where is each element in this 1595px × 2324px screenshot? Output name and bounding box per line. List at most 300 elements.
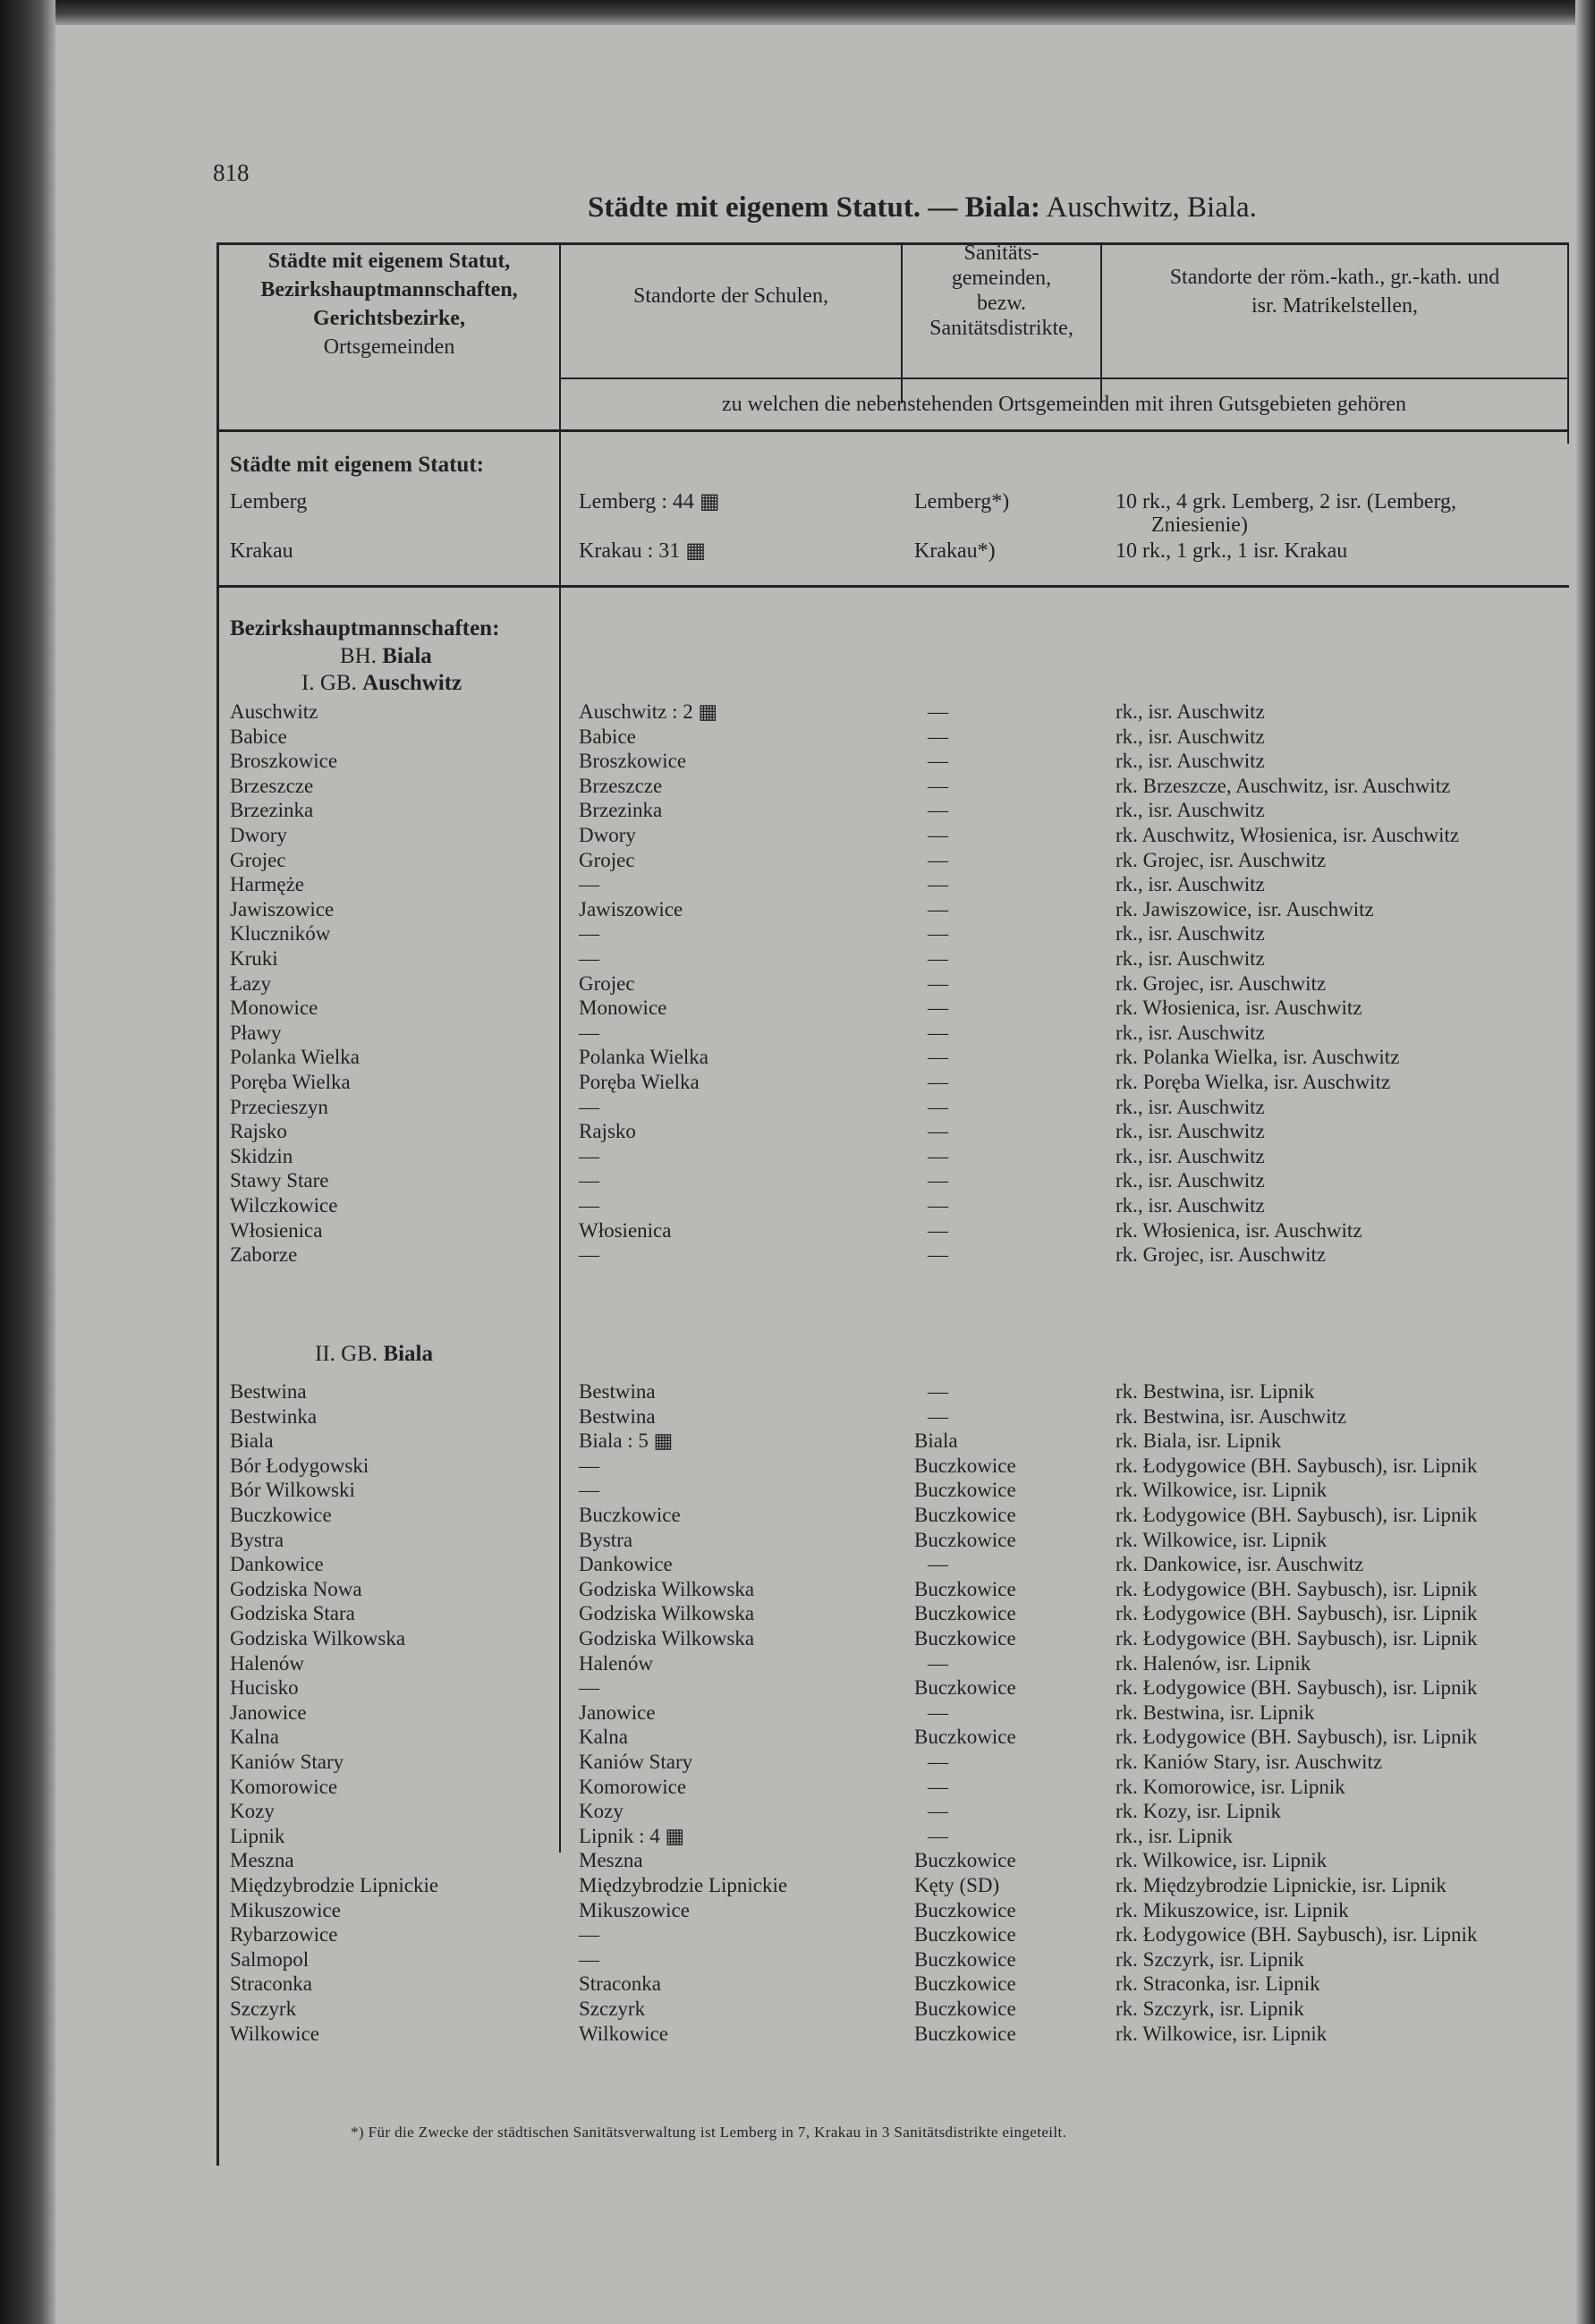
- header-col3-line1: Sanitäts-: [963, 242, 1039, 265]
- ortsgemeinde-cell: Hucisko: [230, 1676, 299, 1699]
- ortsgemeinde-cell: Kaniów Stary: [230, 1751, 344, 1773]
- matrikel-cell: rk. Dankowice, isr. Auschwitz: [1116, 1553, 1364, 1575]
- ortsgemeinde-cell: Kruki: [230, 947, 278, 970]
- ortsgemeinde-cell: Pławy: [230, 1022, 282, 1044]
- matrikel-cell: rk. Kaniów Stary, isr. Auschwitz: [1116, 1751, 1383, 1773]
- matrikel-cell: rk. Łodygowice (BH. Saybusch), isr. Lipnik: [1116, 1726, 1478, 1748]
- schule-cell: —: [579, 947, 599, 970]
- matrikel-cell: rk., isr. Lipnik: [1116, 1825, 1233, 1847]
- matrikel-cell: rk. Polanka Wielka, isr. Auschwitz: [1116, 1046, 1400, 1068]
- table-row: [230, 1651, 1563, 1676]
- schule-cell: Jawiszowice: [579, 898, 683, 920]
- page-title-bold: Städte mit eigenem Statut. — Biala:: [588, 191, 1040, 224]
- ortsgemeinde-cell: Stawy Stare: [230, 1169, 329, 1192]
- ortsgemeinde-cell: Kalna: [230, 1726, 279, 1748]
- schule-cell: Włosienica: [579, 1219, 672, 1242]
- matrikel-cell: rk. Wilkowice, isr. Lipnik: [1116, 2023, 1328, 2045]
- ortsgemeinde-cell: Lipnik: [230, 1825, 285, 1847]
- sanitaet-cell: —: [928, 898, 948, 920]
- ortsgemeinde-cell: Brzeszcze: [230, 775, 314, 797]
- ortsgemeinde-cell: Bór Łodygowski: [230, 1455, 369, 1477]
- schule-cell: Rajsko: [579, 1120, 636, 1142]
- table-row: [230, 1429, 1563, 1454]
- scan-binding-edge: [0, 0, 55, 2324]
- sanitaet-cell: Buczkowice: [914, 1578, 1016, 1600]
- gb1-heading: [301, 671, 462, 696]
- schule-cell: Międzybrodzie Lipnickie: [579, 1874, 788, 1896]
- matrikel-cell: rk., isr. Auschwitz: [1116, 947, 1265, 970]
- sanitaet-cell: Buczkowice: [914, 1948, 1016, 1971]
- schule-cell: Bystra: [579, 1529, 633, 1551]
- sanitaet-cell: Buczkowice: [914, 1997, 1016, 2020]
- sanitaet-cell: —: [928, 1701, 948, 1724]
- schule-cell: Auschwitz : 2 ▦: [579, 700, 718, 723]
- krakau-matrikel: 10 rk., 1 grk., 1 isr. Krakau: [1116, 539, 1348, 563]
- schule-cell: Straconka: [579, 1972, 661, 1995]
- schule-cell: Kaniów Stary: [579, 1751, 693, 1773]
- sanitaet-cell: Buczkowice: [914, 1676, 1016, 1699]
- sanitaet-cell: Buczkowice: [914, 1455, 1016, 1477]
- ortsgemeinde-cell: Straconka: [230, 1972, 312, 1995]
- table-row: [230, 848, 1563, 873]
- ortsgemeinde-cell: Międzybrodzie Lipnickie: [230, 1874, 439, 1896]
- table-row: [230, 1799, 1563, 1824]
- ortsgemeinde-cell: Komorowice: [230, 1776, 338, 1798]
- ortsgemeinde-cell: Salmopol: [230, 1948, 310, 1971]
- bh-name: Biala: [382, 644, 432, 668]
- table-row: [230, 1168, 1563, 1193]
- sanitaet-cell: Buczkowice: [914, 1923, 1016, 1946]
- header-col1-line3: Gerichtsbezirke,: [313, 307, 465, 330]
- matrikel-cell: rk. Wilkowice, isr. Lipnik: [1116, 1479, 1328, 1501]
- bezirk-heading: Bezirkshauptmannschaften:: [230, 616, 500, 640]
- table-row: [230, 1824, 1563, 1849]
- schule-cell: —: [579, 1948, 599, 1971]
- table-row: [230, 1095, 1563, 1120]
- sanitaet-cell: —: [928, 1800, 948, 1822]
- ortsgemeinde-cell: Wilkowice: [230, 2023, 319, 2045]
- matrikel-cell: rk. Brzeszcze, Auschwitz, isr. Auschwitz: [1116, 775, 1451, 797]
- table-left-rule: [216, 242, 219, 2166]
- matrikel-cell: rk. Łodygowice (BH. Saybusch), isr. Lipnik: [1116, 1676, 1478, 1699]
- table-row: [230, 921, 1563, 946]
- ortsgemeinde-cell: Meszna: [230, 1849, 294, 1871]
- sanitaet-cell: —: [928, 824, 948, 846]
- sanitaet-cell: —: [928, 1145, 948, 1167]
- ortsgemeinde-cell: Harmęże: [230, 873, 304, 895]
- table-top-rule: [216, 242, 1569, 245]
- scan-right-edge: [1575, 0, 1595, 2324]
- header-col1-line2: Bezirkshauptmannschaften,: [260, 278, 518, 301]
- header-col3-line4: Sanitätsdistrikte,: [929, 317, 1073, 340]
- matrikel-cell: rk. Łodygowice (BH. Saybusch), isr. Lipnik: [1116, 1923, 1478, 1946]
- table-row: [230, 1478, 1563, 1503]
- table-right-rule: [1567, 242, 1569, 444]
- matrikel-cell: rk. Bestwina, isr. Lipnik: [1116, 1380, 1315, 1403]
- page-title: [588, 191, 1257, 225]
- schule-cell: —: [579, 1479, 599, 1501]
- ortsgemeinde-cell: Szczyrk: [230, 1997, 297, 2020]
- sanitaet-cell: —: [928, 775, 948, 797]
- header-col1-line1: Städte mit eigenem Statut,: [267, 250, 511, 273]
- sanitaet-cell: —: [928, 799, 948, 821]
- schule-cell: Poręba Wielka: [579, 1071, 700, 1093]
- matrikel-cell: rk. Grojec, isr. Auschwitz: [1116, 1243, 1327, 1266]
- matrikel-cell: rk. Bestwina, isr. Auschwitz: [1116, 1405, 1347, 1428]
- header-bottom-rule: [216, 429, 1569, 432]
- lemberg-matrikel: 10 rk., 4 grk. Lemberg, 2 isr. (Lemberg,: [1116, 490, 1457, 513]
- header-col4: [1102, 263, 1567, 320]
- sanitaet-cell: —: [928, 1380, 948, 1403]
- ortsgemeinde-cell: Jawiszowice: [230, 898, 335, 920]
- ortsgemeinde-cell: Bór Wilkowski: [230, 1479, 355, 1501]
- sanitaet-cell: Buczkowice: [914, 1602, 1016, 1624]
- schule-cell: Grojec: [579, 849, 635, 871]
- table-row: [230, 1243, 1563, 1268]
- table-row: [230, 946, 1563, 971]
- ortsgemeinde-cell: Broszkowice: [230, 750, 338, 772]
- ortsgemeinde-cell: Buczkowice: [230, 1504, 332, 1526]
- krakau-sanitary: Krakau*): [914, 539, 996, 563]
- ortsgemeinde-cell: Kozy: [230, 1800, 275, 1822]
- matrikel-cell: rk., isr. Auschwitz: [1116, 922, 1265, 945]
- schule-cell: Mikuszowice: [579, 1899, 690, 1921]
- sanitaet-cell: Buczkowice: [914, 1972, 1016, 1995]
- statut-bottom-rule: [216, 585, 1569, 588]
- table-row: [230, 971, 1563, 997]
- matrikel-cell: rk. Szczyrk, isr. Lipnik: [1116, 1948, 1304, 1971]
- table-row: [230, 1070, 1563, 1095]
- schule-cell: —: [579, 1923, 599, 1946]
- ortsgemeinde-cell: Mikuszowice: [230, 1899, 341, 1921]
- schule-cell: Babice: [579, 725, 636, 748]
- matrikel-cell: rk. Międzybrodzie Lipnickie, isr. Lipnik: [1116, 1874, 1447, 1896]
- sanitaet-cell: Buczkowice: [914, 1726, 1016, 1748]
- matrikel-cell: rk. Wilkowice, isr. Lipnik: [1116, 1849, 1328, 1871]
- sanitaet-cell: —: [928, 1046, 948, 1068]
- table-row: [230, 1021, 1563, 1046]
- sanitaet-cell: Buczkowice: [914, 1899, 1016, 1921]
- schule-cell: Janowice: [579, 1701, 656, 1724]
- table-row: [230, 996, 1563, 1021]
- matrikel-cell: rk. Halenów, isr. Lipnik: [1116, 1652, 1311, 1675]
- table-row: [230, 1144, 1563, 1169]
- matrikel-cell: rk. Łodygowice (BH. Saybusch), isr. Lipnik: [1116, 1578, 1478, 1600]
- table-row: [230, 1898, 1563, 1923]
- ortsgemeinde-cell: Skidzin: [230, 1145, 293, 1167]
- matrikel-cell: rk., isr. Auschwitz: [1116, 700, 1265, 723]
- schule-cell: —: [579, 1096, 599, 1118]
- matrikel-cell: rk. Szczyrk, isr. Lipnik: [1116, 1997, 1304, 2020]
- sanitaet-cell: Buczkowice: [914, 1529, 1016, 1551]
- table-row: [230, 1701, 1563, 1726]
- schule-cell: Halenów: [579, 1652, 654, 1675]
- schule-cell: Dankowice: [579, 1553, 673, 1575]
- schule-cell: Lipnik : 4 ▦: [579, 1825, 685, 1847]
- sanitaet-cell: Buczkowice: [914, 1479, 1016, 1501]
- sanitaet-cell: Buczkowice: [914, 1627, 1016, 1650]
- schule-cell: —: [579, 873, 599, 895]
- table-row: [230, 1528, 1563, 1553]
- table-row: [230, 1552, 1563, 1577]
- table-row: [230, 1626, 1563, 1651]
- matrikel-cell: rk. Wilkowice, isr. Lipnik: [1116, 1529, 1328, 1551]
- schule-cell: Godziska Wilkowska: [579, 1578, 755, 1600]
- schule-cell: Meszna: [579, 1849, 643, 1871]
- gb1-prefix: I. GB.: [301, 671, 357, 695]
- ortsgemeinde-cell: Monowice: [230, 997, 318, 1019]
- ortsgemeinde-cell: Wilczkowice: [230, 1194, 338, 1217]
- table-row: [230, 1775, 1563, 1800]
- matrikel-cell: rk. Biala, isr. Lipnik: [1116, 1429, 1282, 1452]
- sanitaet-cell: —: [928, 1405, 948, 1428]
- table-row: [230, 1379, 1563, 1404]
- table-row: [230, 1750, 1563, 1775]
- schule-cell: —: [579, 1022, 599, 1044]
- schule-cell: Komorowice: [579, 1776, 687, 1798]
- ortsgemeinde-cell: Babice: [230, 725, 287, 748]
- statut-heading: Städte mit eigenem Statut:: [230, 453, 484, 477]
- sanitaet-cell: —: [928, 947, 948, 970]
- gb1-name: Auschwitz: [362, 671, 462, 695]
- sanitaet-cell: —: [928, 1243, 948, 1266]
- ortsgemeinde-cell: Kluczników: [230, 922, 331, 945]
- table-row: [230, 1577, 1563, 1602]
- schule-cell: —: [579, 1194, 599, 1217]
- sanitaet-cell: —: [928, 1776, 948, 1798]
- matrikel-cell: rk. Straconka, isr. Lipnik: [1116, 1972, 1320, 1995]
- scan-top-edge: [0, 0, 1595, 25]
- sanitaet-cell: Biala: [914, 1429, 958, 1452]
- matrikel-cell: rk. Łodygowice (BH. Saybusch), isr. Lipnik: [1116, 1504, 1478, 1526]
- schule-cell: —: [579, 922, 599, 945]
- ortsgemeinde-cell: Bystra: [230, 1529, 284, 1551]
- matrikel-cell: rk., isr. Auschwitz: [1116, 1194, 1265, 1217]
- matrikel-cell: rk., isr. Auschwitz: [1116, 1169, 1265, 1192]
- table-row: [230, 798, 1563, 823]
- ortsgemeinde-cell: Rybarzowice: [230, 1923, 338, 1946]
- ortsgemeinde-cell: Godziska Stara: [230, 1602, 355, 1624]
- krakau-name: Krakau: [230, 539, 293, 563]
- table-row: [230, 749, 1563, 774]
- sanitaet-cell: —: [928, 1553, 948, 1575]
- table-row: [230, 1922, 1563, 1947]
- sanitaet-cell: Kęty (SD): [914, 1874, 1000, 1896]
- matrikel-cell: rk., isr. Auschwitz: [1116, 750, 1265, 772]
- header-subrow-rule: [559, 377, 1569, 379]
- page-number: 818: [213, 159, 250, 186]
- sanitaet-cell: —: [928, 1219, 948, 1242]
- schule-cell: —: [579, 1455, 599, 1477]
- schule-cell: Monowice: [579, 997, 667, 1019]
- schule-cell: Brzeszcze: [579, 775, 663, 797]
- table-row: [230, 1503, 1563, 1528]
- matrikel-cell: rk., isr. Auschwitz: [1116, 725, 1265, 748]
- ortsgemeinde-cell: Dankowice: [230, 1553, 324, 1575]
- header-col3: [903, 241, 1100, 341]
- ortsgemeinde-cell: Godziska Nowa: [230, 1578, 362, 1600]
- sanitaet-cell: —: [928, 997, 948, 1019]
- footnote: *) Für die Zwecke der städtischen Sanitätsverwaltung ist Lemberg in 7, Krakau in 3 Sanitätsdistrikte eingeteilt.: [351, 2124, 1067, 2141]
- ortsgemeinde-cell: Przecieszyn: [230, 1096, 328, 1118]
- matrikel-cell: rk. Komorowice, isr. Lipnik: [1116, 1776, 1345, 1798]
- ortsgemeinde-cell: Halenów: [230, 1652, 305, 1675]
- header-col1-line4: Ortsgemeinden: [323, 335, 455, 359]
- table-row: [230, 1675, 1563, 1701]
- sanitaet-cell: —: [928, 725, 948, 748]
- table-row: [230, 1218, 1563, 1243]
- sanitaet-cell: Buczkowice: [914, 1504, 1016, 1526]
- sanitaet-cell: —: [928, 1825, 948, 1847]
- matrikel-cell: rk., isr. Auschwitz: [1116, 873, 1265, 895]
- schule-cell: Buczkowice: [579, 1504, 681, 1526]
- ortsgemeinde-cell: Zaborze: [230, 1243, 298, 1266]
- matrikel-cell: rk., isr. Auschwitz: [1116, 1145, 1265, 1167]
- gb2-heading: [315, 1342, 433, 1367]
- sanitaet-cell: —: [928, 750, 948, 772]
- ortsgemeinde-cell: Brzezinka: [230, 799, 314, 821]
- ortsgemeinde-cell: Dwory: [230, 824, 287, 846]
- matrikel-cell: rk. Łodygowice (BH. Saybusch), isr. Lipnik: [1116, 1455, 1478, 1477]
- sanitaet-cell: —: [928, 1194, 948, 1217]
- schule-cell: Bestwina: [579, 1405, 656, 1428]
- lemberg-sanitary: Lemberg*): [914, 490, 1010, 513]
- table-row: [230, 1404, 1563, 1429]
- matrikel-cell: rk. Kozy, isr. Lipnik: [1116, 1800, 1282, 1822]
- header-col4-line1: Standorte der röm.-kath., gr.-kath. und: [1169, 266, 1500, 289]
- table-row: [230, 1873, 1563, 1898]
- table-row: [230, 872, 1563, 897]
- table-row: [230, 1972, 1563, 1997]
- schule-cell: Szczyrk: [579, 1997, 646, 2020]
- lemberg-name: Lemberg: [230, 490, 308, 513]
- sanitaet-cell: —: [928, 1096, 948, 1118]
- sanitaet-cell: —: [928, 1022, 948, 1044]
- table-row: [230, 1997, 1563, 2022]
- matrikel-cell: rk. Łodygowice (BH. Saybusch), isr. Lipnik: [1116, 1627, 1478, 1650]
- table-row: [230, 823, 1563, 848]
- ortsgemeinde-cell: Grojec: [230, 849, 286, 871]
- sanitaet-cell: —: [928, 1169, 948, 1192]
- header-col4-line2: isr. Matrikelstellen,: [1251, 294, 1418, 318]
- ortsgemeinde-cell: Bestwinka: [230, 1405, 318, 1428]
- matrikel-cell: rk., isr. Auschwitz: [1116, 1096, 1265, 1118]
- matrikel-cell: rk. Grojec, isr. Auschwitz: [1116, 972, 1327, 995]
- schule-cell: Broszkowice: [579, 750, 687, 772]
- table-row: [230, 1725, 1563, 1750]
- header-col2: Standorte der Schulen,: [633, 284, 828, 308]
- schule-cell: Biala : 5 ▦: [579, 1429, 674, 1452]
- sanitaet-cell: Buczkowice: [914, 1849, 1016, 1871]
- sanitaet-cell: —: [928, 1120, 948, 1142]
- sanitaet-cell: —: [928, 1751, 948, 1773]
- header-subrow: zu welchen die nebenstehenden Ortsgemeinden mit ihren Gutsgebieten gehören: [721, 393, 1407, 416]
- header-col1: [219, 247, 559, 361]
- ortsgemeinde-cell: Auschwitz: [230, 700, 318, 723]
- schule-cell: Kozy: [579, 1800, 624, 1822]
- matrikel-cell: rk. Grojec, isr. Auschwitz: [1116, 849, 1327, 871]
- ortsgemeinde-cell: Biala: [230, 1429, 274, 1452]
- table-row: [230, 725, 1563, 750]
- gb2-name: Biala: [383, 1342, 433, 1366]
- sanitaet-cell: —: [928, 849, 948, 871]
- sanitaet-cell: —: [928, 700, 948, 723]
- table-row: [230, 897, 1563, 922]
- lemberg-schools: Lemberg : 44 ▦: [579, 490, 720, 513]
- schule-cell: Grojec: [579, 972, 635, 995]
- schule-cell: —: [579, 1243, 599, 1266]
- ortsgemeinde-cell: Godziska Wilkowska: [230, 1627, 406, 1650]
- table-row: [230, 1119, 1563, 1144]
- table-row: [230, 1848, 1563, 1873]
- schule-cell: Brzezinka: [579, 799, 663, 821]
- matrikel-cell: rk. Mikuszowice, isr. Lipnik: [1116, 1899, 1349, 1921]
- schule-cell: Kalna: [579, 1726, 628, 1748]
- ortsgemeinde-cell: Janowice: [230, 1701, 307, 1724]
- bh-heading: [340, 644, 432, 669]
- schule-cell: Godziska Wilkowska: [579, 1627, 755, 1650]
- sanitaet-cell: —: [928, 922, 948, 945]
- schule-cell: Dwory: [579, 824, 636, 846]
- schule-cell: Godziska Wilkowska: [579, 1602, 755, 1624]
- ortsgemeinde-cell: Łazy: [230, 972, 271, 995]
- schule-cell: —: [579, 1676, 599, 1699]
- matrikel-cell: rk., isr. Auschwitz: [1116, 1022, 1265, 1044]
- header-col3-line3: bezw.: [976, 292, 1027, 315]
- matrikel-cell: rk., isr. Auschwitz: [1116, 1120, 1265, 1142]
- matrikel-cell: rk. Włosienica, isr. Auschwitz: [1116, 1219, 1362, 1242]
- schule-cell: Bestwina: [579, 1380, 656, 1403]
- table-row: [230, 2022, 1563, 2047]
- matrikel-cell: rk. Włosienica, isr. Auschwitz: [1116, 997, 1362, 1019]
- gb2-prefix: II. GB.: [315, 1342, 378, 1366]
- schule-cell: Polanka Wielka: [579, 1046, 708, 1068]
- schule-cell: Wilkowice: [579, 2023, 668, 2045]
- page-title-rest: Auschwitz, Biala.: [1039, 191, 1257, 224]
- ortsgemeinde-cell: Włosienica: [230, 1219, 323, 1242]
- sanitaet-cell: —: [928, 972, 948, 995]
- table-row: [230, 700, 1563, 725]
- header-col3-line2: gemeinden,: [951, 267, 1052, 290]
- matrikel-cell: rk. Auschwitz, Włosienica, isr. Auschwitz: [1116, 824, 1460, 846]
- ortsgemeinde-cell: Rajsko: [230, 1120, 287, 1142]
- bh-prefix: BH.: [340, 644, 377, 668]
- krakau-schools: Krakau : 31 ▦: [579, 539, 706, 563]
- matrikel-cell: rk. Jawiszowice, isr. Auschwitz: [1116, 898, 1374, 920]
- sanitaet-cell: —: [928, 1071, 948, 1093]
- table-row: [230, 1454, 1563, 1479]
- sanitaet-cell: —: [928, 873, 948, 895]
- schule-cell: —: [579, 1145, 599, 1167]
- table-row: [230, 1193, 1563, 1218]
- matrikel-cell: rk., isr. Auschwitz: [1116, 799, 1265, 821]
- matrikel-cell: rk. Poręba Wielka, isr. Auschwitz: [1116, 1071, 1391, 1093]
- sanitaet-cell: —: [928, 1652, 948, 1675]
- matrikel-cell: rk. Bestwina, isr. Lipnik: [1116, 1701, 1315, 1724]
- table-row: [230, 774, 1563, 799]
- matrikel-cell: rk. Łodygowice (BH. Saybusch), isr. Lipnik: [1116, 1602, 1478, 1624]
- ortsgemeinde-cell: Polanka Wielka: [230, 1046, 360, 1068]
- lemberg-matrikel-cont: Zniesienie): [1151, 513, 1248, 537]
- document-page: [55, 25, 1575, 2324]
- sanitaet-cell: Buczkowice: [914, 2023, 1016, 2045]
- table-row: [230, 1601, 1563, 1626]
- table-row: [230, 1947, 1563, 1972]
- ortsgemeinde-cell: Poręba Wielka: [230, 1071, 351, 1093]
- schule-cell: —: [579, 1169, 599, 1192]
- ortsgemeinde-cell: Bestwina: [230, 1380, 307, 1403]
- table-row: [230, 1045, 1563, 1070]
